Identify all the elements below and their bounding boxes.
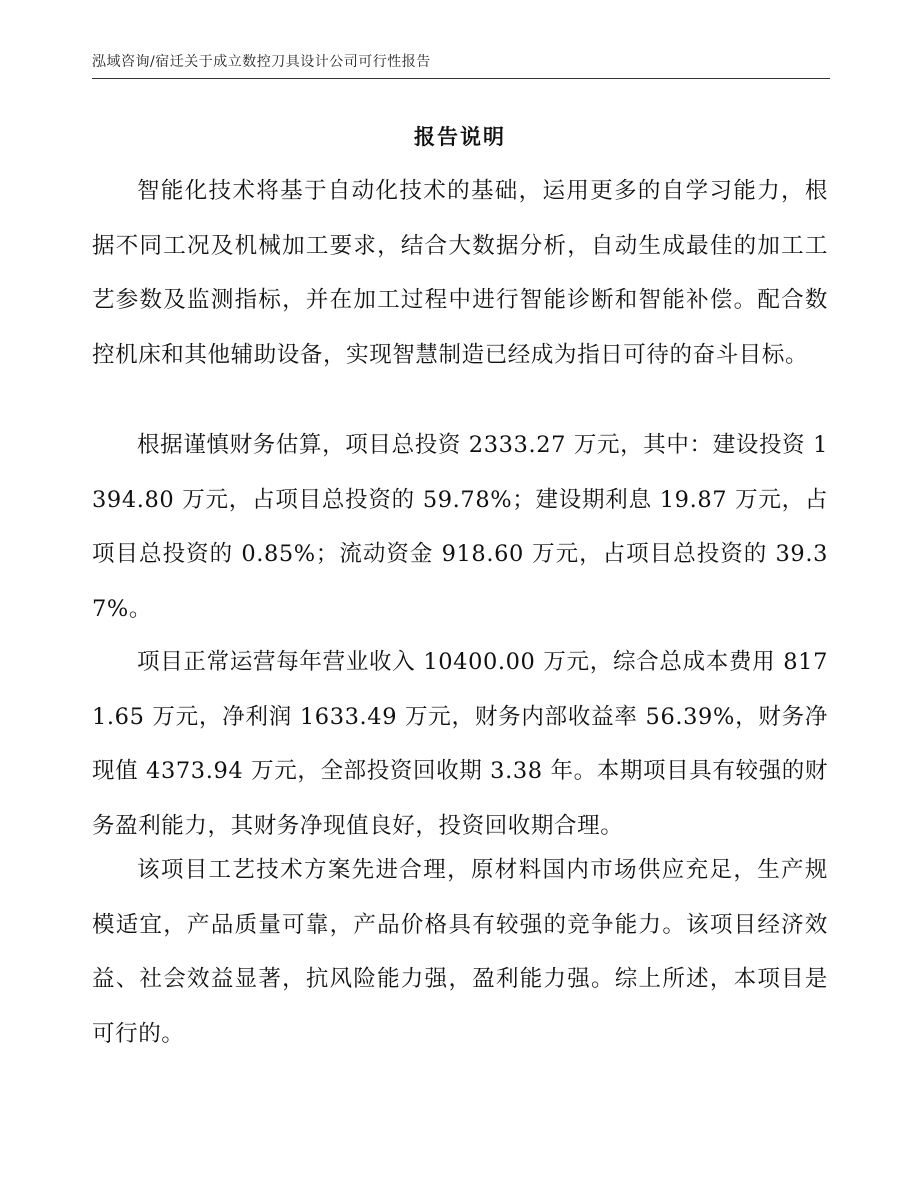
paragraph-investment: 根据谨慎财务估算，项目总投资 2333.27 万元，其中：建设投资 1394.80 万元，占项目总投资的 59.78%；建设期利息 19.87 万元，占项目总投资的 0.85%；流动资金 918.60 万元，占项目总投资的 39.37%。 bbox=[92, 432, 828, 622]
paragraph-financials: 项目正常运营每年营业收入 10400.00 万元，综合总成本费用 8171.65 万元，净利润 1633.49 万元，财务内部收益率 56.39%，财务净现值 4373.94 万元，全部投资回收期 3.38 年。本期项目具有较强的财务盈利能力，其财务净现值良好，投资回收期合理。 bbox=[92, 649, 828, 839]
section-title: 报告说明 bbox=[414, 125, 506, 149]
header-divider bbox=[92, 78, 830, 79]
paragraph-intro: 智能化技术将基于自动化技术的基础，运用更多的自学习能力，根据不同工况及机械加工要求，结合大数据分析，自动生成最佳的加工工艺参数及监测指标，并在加工过程中进行智能诊断和智能补偿。配合数控机床和其他辅助设备，实现智慧制造已经成为指日可待的奋斗目标。 bbox=[92, 178, 828, 368]
paragraph-conclusion: 该项目工艺技术方案先进合理，原材料国内市场供应充足，生产规模适宜，产品质量可靠，产品价格具有较强的竞争能力。该项目经济效益、社会效益显著，抗风险能力强，盈利能力强。综上所述，本项目是可行的。 bbox=[92, 857, 828, 1047]
running-header: 泓域咨询/宿迁关于成立数控刀具设计公司可行性报告 bbox=[92, 54, 431, 70]
